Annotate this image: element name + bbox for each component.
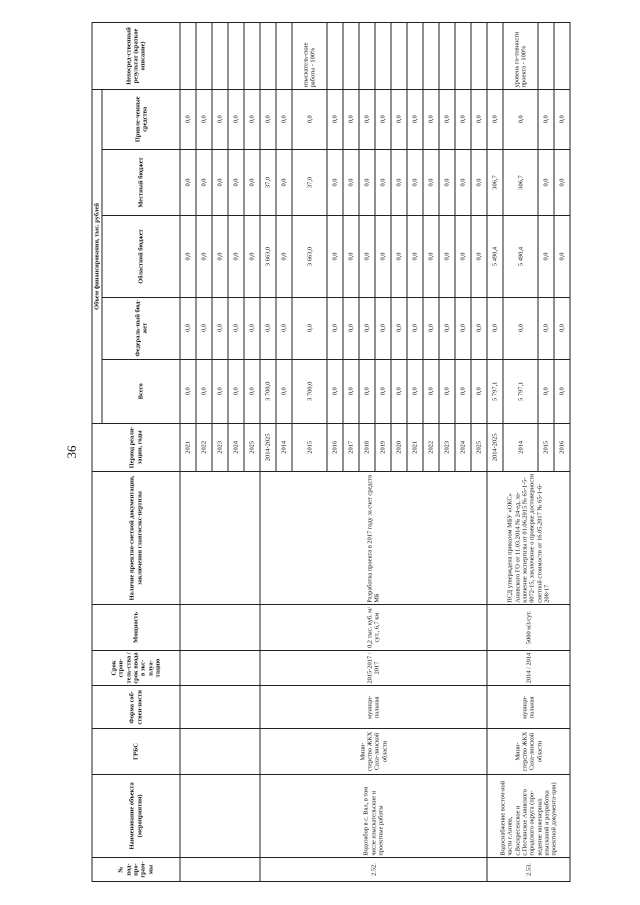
funding-local: 0,0 <box>375 149 391 216</box>
funding-total: 0,0 <box>439 359 455 423</box>
header-result: Непосред-ственный результат (краткое описание) <box>92 23 180 90</box>
period-year: 2021 <box>407 423 423 471</box>
funding-regional: 0,0 <box>439 216 455 297</box>
funding-attracted: 0,0 <box>359 89 375 149</box>
period-year: 2024 <box>228 423 244 471</box>
funding-attracted: 0,0 <box>244 89 260 149</box>
funding-federal: 0,0 <box>391 297 407 359</box>
funding-local: 0,0 <box>228 149 244 216</box>
period-year: 2023 <box>439 423 455 471</box>
funding-federal: 0,0 <box>260 297 276 359</box>
header-attracted: Привле-ченные средства <box>102 89 180 149</box>
header-period: Период реали-зации, годы <box>92 423 180 471</box>
funding-regional: 0,0 <box>471 216 487 297</box>
header-term: Срок строи-тель-ства / срок ввода в экс-плуа-тацию <box>92 650 180 686</box>
table-row <box>180 23 196 882</box>
funding-attracted: 0,0 <box>391 89 407 149</box>
funding-total: 0,0 <box>196 359 212 423</box>
direct-result <box>180 23 196 90</box>
object-construction-term: 2014 / 2014 <box>487 650 570 686</box>
funding-attracted: 0,0 <box>292 89 327 149</box>
header-funding-group: Объем финансирования, тыс. рублей <box>92 89 102 423</box>
funding-local: 0,0 <box>455 149 471 216</box>
funding-local: 0,0 <box>343 149 359 216</box>
object-construction-term: 2015-2017 / 2017 <box>260 650 487 686</box>
table-row <box>487 23 503 882</box>
period-year: 2025 <box>244 423 260 471</box>
object-grbs: Мини-стерство ЖКХ Саха-линской области <box>260 729 487 774</box>
period-year: 2015 <box>292 423 327 471</box>
funding-federal: 0,0 <box>538 297 554 359</box>
funding-regional: 5 490,4 <box>503 216 538 297</box>
funding-attracted: 0,0 <box>375 89 391 149</box>
funding-local: 0,0 <box>554 149 570 216</box>
header-power: Мощность <box>92 605 180 650</box>
period-year: 2016 <box>554 423 570 471</box>
funding-total: 0,0 <box>423 359 439 423</box>
funding-local: 0,0 <box>180 149 196 216</box>
funding-federal: 0,0 <box>471 297 487 359</box>
direct-result <box>375 23 391 90</box>
funding-total: 0,0 <box>407 359 423 423</box>
funding-total: 0,0 <box>212 359 228 423</box>
direct-result: уровень го-товности проекта - 100% <box>503 23 538 90</box>
direct-result <box>212 23 228 90</box>
funding-regional: 0,0 <box>554 216 570 297</box>
period-year: 2014-2025 <box>260 423 276 471</box>
funding-federal: 0,0 <box>407 297 423 359</box>
direct-result <box>359 23 375 90</box>
table-body <box>180 23 570 882</box>
funding-total: 0,0 <box>391 359 407 423</box>
header-grbs: ГРБС <box>92 729 180 774</box>
header-psd: Наличие проектно-сметной документации, заключения главгосэкс-пертизы <box>92 471 180 605</box>
funding-regional: 0,0 <box>455 216 471 297</box>
direct-result <box>276 23 292 90</box>
direct-result <box>343 23 359 90</box>
object-ownership-form <box>180 686 260 729</box>
funding-attracted: 0,0 <box>538 89 554 149</box>
period-year: 2018 <box>359 423 375 471</box>
direct-result <box>244 23 260 90</box>
funding-attracted: 0,0 <box>343 89 359 149</box>
funding-total: 0,0 <box>343 359 359 423</box>
header-local: Местный бюджет <box>102 149 180 216</box>
direct-result <box>455 23 471 90</box>
funding-local: 0,0 <box>407 149 423 216</box>
direct-result <box>196 23 212 90</box>
header-name: Наименование объекта (мероприятия) <box>92 774 180 858</box>
funding-total: 0,0 <box>471 359 487 423</box>
direct-result: изыскатель-ские работы - 100% <box>292 23 327 90</box>
period-year: 2021 <box>180 423 196 471</box>
funding-attracted: 0,0 <box>196 89 212 149</box>
funding-federal: 0,0 <box>343 297 359 359</box>
header-num: № под-про-грам-мы <box>92 858 180 882</box>
direct-result <box>228 23 244 90</box>
funding-federal: 0,0 <box>487 297 503 359</box>
direct-result <box>538 23 554 90</box>
funding-federal: 0,0 <box>455 297 471 359</box>
investment-table <box>92 22 571 882</box>
direct-result <box>260 23 276 90</box>
funding-local: 306,7 <box>503 149 538 216</box>
header-form: Форма соб-ствен-ности <box>92 686 180 729</box>
funding-regional: 0,0 <box>180 216 196 297</box>
funding-federal: 0,0 <box>554 297 570 359</box>
funding-attracted: 0,0 <box>503 89 538 149</box>
funding-regional: 0,0 <box>196 216 212 297</box>
funding-regional: 0,0 <box>327 216 343 297</box>
funding-total: 0,0 <box>455 359 471 423</box>
funding-regional: 0,0 <box>228 216 244 297</box>
funding-local: 37,0 <box>292 149 327 216</box>
funding-local: 0,0 <box>212 149 228 216</box>
funding-federal: 0,0 <box>276 297 292 359</box>
funding-local: 0,0 <box>359 149 375 216</box>
object-number: 2.52. <box>260 858 487 882</box>
object-ownership-form: муници-пальная <box>487 686 570 729</box>
direct-result <box>554 23 570 90</box>
funding-local: 0,0 <box>423 149 439 216</box>
period-year: 2022 <box>423 423 439 471</box>
direct-result <box>407 23 423 90</box>
object-grbs <box>180 729 260 774</box>
funding-local: 0,0 <box>276 149 292 216</box>
funding-attracted: 0,0 <box>439 89 455 149</box>
header-federal: Федераль-ный бюд-жет <box>102 297 180 359</box>
funding-total: 0,0 <box>228 359 244 423</box>
funding-total: 5 797,1 <box>503 359 538 423</box>
object-design-docs: Разработка проекта в 2017 году за счет средств МБ <box>260 471 487 605</box>
funding-attracted: 0,0 <box>212 89 228 149</box>
funding-total: 5 797,1 <box>487 359 503 423</box>
funding-regional: 0,0 <box>244 216 260 297</box>
funding-local: 0,0 <box>244 149 260 216</box>
object-construction-term <box>180 650 260 686</box>
table-row <box>260 23 276 882</box>
object-capacity: 0,2 тыс. куб. м/сут., 6,7 км <box>260 605 487 650</box>
funding-federal: 0,0 <box>503 297 538 359</box>
header-total: Всего <box>102 359 180 423</box>
funding-federal: 0,0 <box>292 297 327 359</box>
period-year: 2014-2025 <box>487 423 503 471</box>
funding-regional: 3 663,0 <box>292 216 327 297</box>
period-year: 2022 <box>196 423 212 471</box>
period-year: 2023 <box>212 423 228 471</box>
funding-total: 0,0 <box>276 359 292 423</box>
funding-attracted: 0,0 <box>455 89 471 149</box>
period-year: 2025 <box>471 423 487 471</box>
funding-attracted: 0,0 <box>471 89 487 149</box>
funding-regional: 0,0 <box>407 216 423 297</box>
funding-federal: 0,0 <box>180 297 196 359</box>
funding-federal: 0,0 <box>228 297 244 359</box>
object-capacity: 5000 м3/сут. <box>487 605 570 650</box>
funding-attracted: 0,0 <box>487 89 503 149</box>
funding-total: 3 700,0 <box>292 359 327 423</box>
funding-local: 0,0 <box>327 149 343 216</box>
funding-attracted: 0,0 <box>180 89 196 149</box>
period-year: 2019 <box>375 423 391 471</box>
funding-regional: 3 663,0 <box>260 216 276 297</box>
funding-total: 0,0 <box>327 359 343 423</box>
funding-attracted: 0,0 <box>554 89 570 149</box>
funding-federal: 0,0 <box>196 297 212 359</box>
object-design-docs <box>180 471 260 605</box>
page-number: 36 <box>64 445 79 459</box>
object-number: 2.53. <box>487 858 570 882</box>
funding-local: 0,0 <box>196 149 212 216</box>
funding-total: 0,0 <box>538 359 554 423</box>
direct-result <box>471 23 487 90</box>
funding-federal: 0,0 <box>375 297 391 359</box>
funding-total: 0,0 <box>359 359 375 423</box>
funding-local: 0,0 <box>471 149 487 216</box>
period-year: 2024 <box>455 423 471 471</box>
direct-result <box>327 23 343 90</box>
funding-local: 37,0 <box>260 149 276 216</box>
funding-attracted: 0,0 <box>423 89 439 149</box>
funding-regional: 0,0 <box>212 216 228 297</box>
funding-regional: 0,0 <box>359 216 375 297</box>
direct-result <box>423 23 439 90</box>
funding-total: 0,0 <box>180 359 196 423</box>
period-year: 2020 <box>391 423 407 471</box>
funding-regional: 0,0 <box>391 216 407 297</box>
funding-regional: 0,0 <box>276 216 292 297</box>
funding-local: 0,0 <box>538 149 554 216</box>
funding-regional: 0,0 <box>343 216 359 297</box>
funding-local: 306,7 <box>487 149 503 216</box>
object-capacity <box>180 605 260 650</box>
funding-regional: 0,0 <box>538 216 554 297</box>
funding-regional: 0,0 <box>423 216 439 297</box>
header-regional: Областной бюджет <box>102 216 180 297</box>
funding-local: 0,0 <box>439 149 455 216</box>
object-ownership-form: муници-пальная <box>260 686 487 729</box>
funding-total: 0,0 <box>375 359 391 423</box>
funding-attracted: 0,0 <box>260 89 276 149</box>
funding-total: 0,0 <box>554 359 570 423</box>
funding-federal: 0,0 <box>212 297 228 359</box>
period-year: 2014 <box>503 423 538 471</box>
funding-attracted: 0,0 <box>276 89 292 149</box>
funding-regional: 5 490,4 <box>487 216 503 297</box>
period-year: 2016 <box>327 423 343 471</box>
rotated-table-wrapper <box>92 22 637 882</box>
funding-federal: 0,0 <box>244 297 260 359</box>
object-grbs: Мини-стерство ЖКХ Саха-линской области <box>487 729 570 774</box>
funding-attracted: 0,0 <box>327 89 343 149</box>
funding-total: 0,0 <box>244 359 260 423</box>
direct-result <box>439 23 455 90</box>
object-design-docs: ПСД утверждена приказом МБУ «ОКС» Анивского ГО от 11.03.2014 № 24-ед, за-ключение экспертизы от 01.06.2015 № 65-1-5-0072-15, заключение о проверке достоверности сметной стоимости от 16.05.2017 № 65-1-6-208-17 <box>487 471 570 605</box>
object-name: Водозабор в с. Вал, в том числе изыскательские и проектные работы <box>260 774 487 858</box>
funding-total: 3 700,0 <box>260 359 276 423</box>
direct-result <box>391 23 407 90</box>
period-year: 2015 <box>538 423 554 471</box>
funding-attracted: 0,0 <box>407 89 423 149</box>
funding-federal: 0,0 <box>327 297 343 359</box>
funding-regional: 0,0 <box>375 216 391 297</box>
direct-result <box>487 23 503 90</box>
funding-federal: 0,0 <box>423 297 439 359</box>
period-year: 2017 <box>343 423 359 471</box>
funding-federal: 0,0 <box>439 297 455 359</box>
funding-local: 0,0 <box>391 149 407 216</box>
object-name: Водоснабжение восточ-ной части г.Анива, с.Воскресенское и с.Песчанское Анивского городского округа (про-ведение инженерных изысканий и разработка проектной документа-ции) <box>487 774 570 858</box>
object-name <box>180 774 260 858</box>
funding-federal: 0,0 <box>359 297 375 359</box>
funding-attracted: 0,0 <box>228 89 244 149</box>
object-number <box>180 858 260 882</box>
period-year: 2014 <box>276 423 292 471</box>
